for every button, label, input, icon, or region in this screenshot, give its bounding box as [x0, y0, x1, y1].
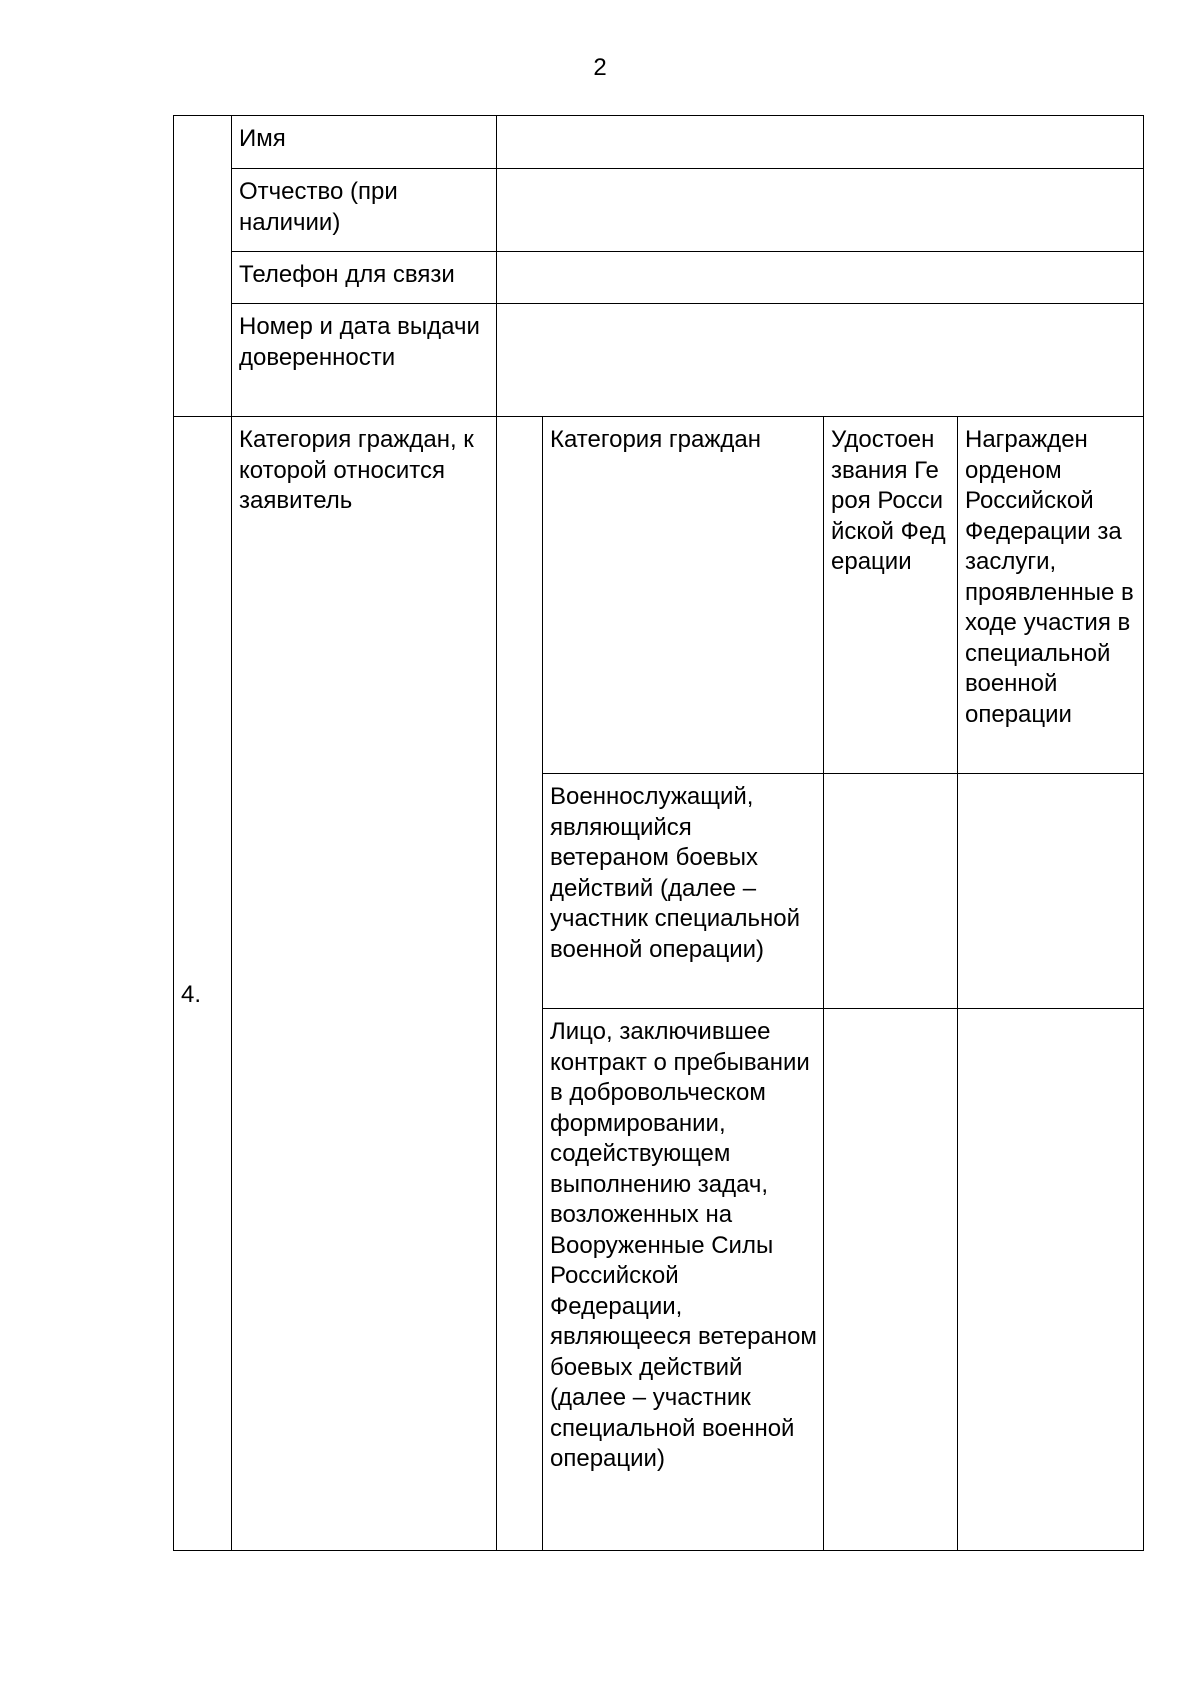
table-row-proxy [174, 304, 1144, 417]
category-serviceman: Военнослужащий, являющийся ветераном боевых действий (далее – участник специальной военной операции) [543, 774, 824, 1009]
value-proxy-field[interactable] [497, 304, 1144, 417]
category-serviceman-hero-field[interactable] [824, 774, 958, 1009]
page-number: 2 [593, 54, 607, 81]
table-row-patronymic [174, 169, 1144, 252]
value-patronymic-field[interactable] [497, 169, 1144, 252]
label-patronymic: Отчество (при наличии) [232, 169, 497, 252]
category-volunteer-order-field[interactable] [958, 1009, 1144, 1551]
table-row-category-header [174, 417, 1144, 774]
label-phone: Телефон для связи [232, 252, 497, 304]
category-serviceman-order-field[interactable] [958, 774, 1144, 1009]
value-name-field[interactable] [497, 116, 1144, 169]
header-order: Награжден орденом Российской Федерации за заслуги, проявленные в ходе участия в специальной военной операции [958, 417, 1144, 774]
checkbox-column-cell [497, 417, 543, 1551]
header-category: Категория граждан [543, 417, 824, 774]
category-volunteer-hero-field[interactable] [824, 1009, 958, 1551]
table-row-phone [174, 252, 1144, 304]
table-row-name [174, 116, 1144, 169]
label-applicant-category: Категория граждан, к которой относится заявитель [232, 417, 497, 1551]
label-name: Имя [232, 116, 497, 169]
category-volunteer: Лицо, заключившее контракт о пребывании в добровольческом формировании, содействующем выполнению задач, возложенных на Вооруженные Силы Российской Федерации, являющееся ветераном боевых действий (далее – участник специальной военной операции) [543, 1009, 824, 1551]
row-number-cell-empty [174, 116, 232, 417]
section-number: 4. [174, 417, 232, 1551]
header-hero: Удостоен звания Героя Российской Федерации [824, 417, 958, 774]
value-phone-field[interactable] [497, 252, 1144, 304]
application-form-table [173, 115, 1144, 1551]
label-proxy: Номер и дата выдачи доверенности [232, 304, 497, 417]
